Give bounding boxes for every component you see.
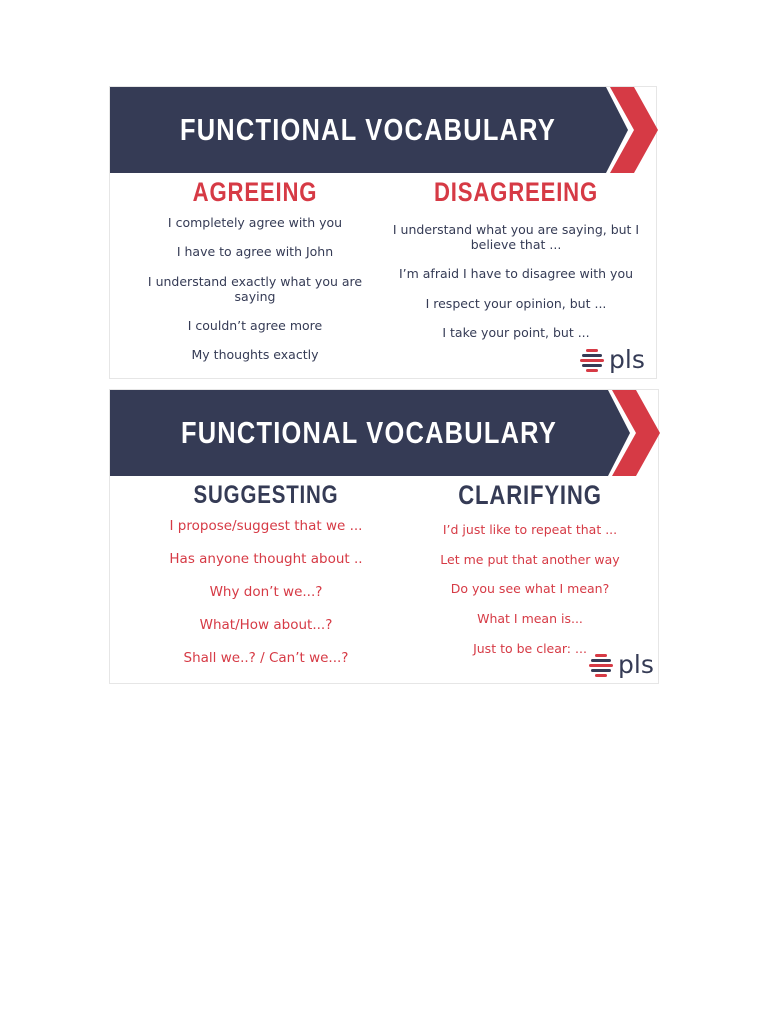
list-item: I propose/suggest that we ... <box>169 518 363 534</box>
list-item: Shall we..? / Can’t we...? <box>183 650 349 666</box>
agreeing-column <box>130 175 380 362</box>
list-item: I completely agree with you <box>167 215 343 230</box>
logo-text: pls <box>609 345 645 374</box>
clarifying-column <box>410 478 650 656</box>
pls-globe-icon <box>588 652 614 678</box>
list-item: My thoughts exactly <box>191 347 319 362</box>
agreeing-heading: AGREEING <box>192 177 318 207</box>
card-banner <box>110 390 658 476</box>
clarifying-heading: CLARIFYING <box>458 480 602 510</box>
list-item: I’m afraid I have to disagree with you <box>398 266 634 281</box>
list-item: Do you see what I mean? <box>450 581 610 596</box>
list-item: Let me put that another way <box>440 552 620 567</box>
vocabulary-card-agree-disagree <box>109 86 657 379</box>
list-item: I couldn’t agree more <box>187 318 323 333</box>
disagreeing-heading: DISAGREEING <box>433 177 599 207</box>
pls-logo <box>579 347 645 373</box>
vocabulary-card-suggest-clarify <box>109 389 659 684</box>
pls-logo <box>588 652 654 678</box>
suggesting-column <box>146 478 386 666</box>
list-item: I’d just like to repeat that ... <box>442 522 618 537</box>
chevron-right-icon <box>610 87 658 173</box>
list-item: What/How about...? <box>199 617 333 633</box>
list-item: Just to be clear: ... <box>473 641 587 656</box>
list-item: I take your point, but ... <box>442 325 590 340</box>
list-item: I have to agree with John <box>176 244 334 259</box>
card-title: FUNCTIONAL VOCABULARY <box>180 415 558 450</box>
list-item: I understand exactly what you are saying <box>147 274 363 304</box>
list-item: Why don’t we...? <box>209 584 323 600</box>
chevron-right-icon <box>612 390 660 476</box>
list-item: What I mean is... <box>477 611 583 626</box>
card-title: FUNCTIONAL VOCABULARY <box>179 112 557 147</box>
pls-globe-icon <box>579 347 605 373</box>
list-item: I understand what you are saying, but I believe that ... <box>392 222 640 252</box>
suggesting-heading: SUGGESTING <box>193 481 339 509</box>
list-item: Has anyone thought about .. <box>169 551 363 567</box>
list-item: I respect your opinion, but ... <box>425 296 607 311</box>
card-banner <box>110 87 656 173</box>
disagreeing-column <box>386 175 646 340</box>
logo-text: pls <box>618 650 654 679</box>
